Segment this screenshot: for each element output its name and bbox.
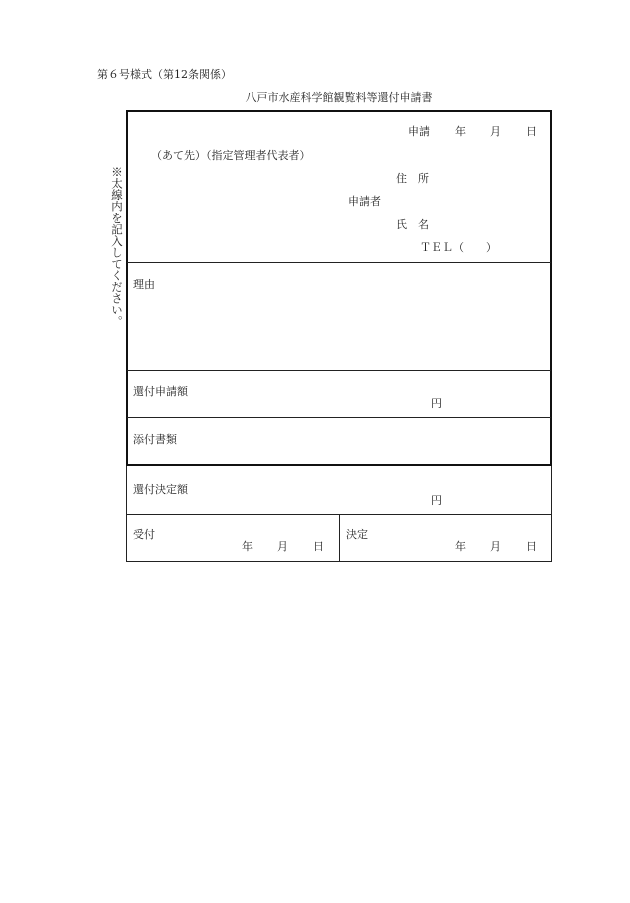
- applicant-label: 申請者: [348, 195, 381, 208]
- decision-month-label: 月: [490, 540, 501, 553]
- reception-month-label: 月: [277, 540, 288, 553]
- reason-label: 理由: [133, 278, 155, 291]
- form-number-label: 第６号様式（第12条関係）: [97, 68, 232, 81]
- name-label: 氏 名: [396, 218, 429, 231]
- reception-year-label: 年: [242, 540, 253, 553]
- decision-day-label: 日: [526, 540, 537, 553]
- document-title: 八戸市水産科学館観覧料等還付申請書: [245, 91, 433, 104]
- attachments-label: 添付書類: [133, 433, 177, 446]
- refund-request-unit: 円: [431, 397, 442, 410]
- application-year-label: 年: [455, 125, 466, 138]
- divider-reason-amount: [127, 370, 551, 371]
- application-month-label: 月: [490, 125, 501, 138]
- address-label: 住 所: [396, 172, 429, 185]
- reception-day-label: 日: [313, 540, 324, 553]
- addressee-label: （あて先）（指定管理者代表者）: [151, 149, 311, 162]
- reception-label: 受付: [133, 528, 155, 541]
- refund-decision-label: 還付決定額: [133, 483, 188, 496]
- applicant-fill-area: [126, 110, 552, 466]
- decision-label: 決定: [346, 528, 368, 541]
- divider-reception-decision: [339, 514, 340, 562]
- divider-amount-attachments: [127, 417, 551, 418]
- refund-request-label: 還付申請額: [133, 385, 188, 398]
- application-day-label: 日: [526, 125, 537, 138]
- decision-year-label: 年: [455, 540, 466, 553]
- divider-address-reason: [127, 262, 551, 263]
- application-date-label: 申請: [408, 125, 430, 138]
- fill-in-instruction: ※太線内を記入してください。: [110, 166, 124, 327]
- tel-label: ＴＥＬ（ ）: [420, 241, 497, 254]
- refund-decision-unit: 円: [431, 494, 442, 507]
